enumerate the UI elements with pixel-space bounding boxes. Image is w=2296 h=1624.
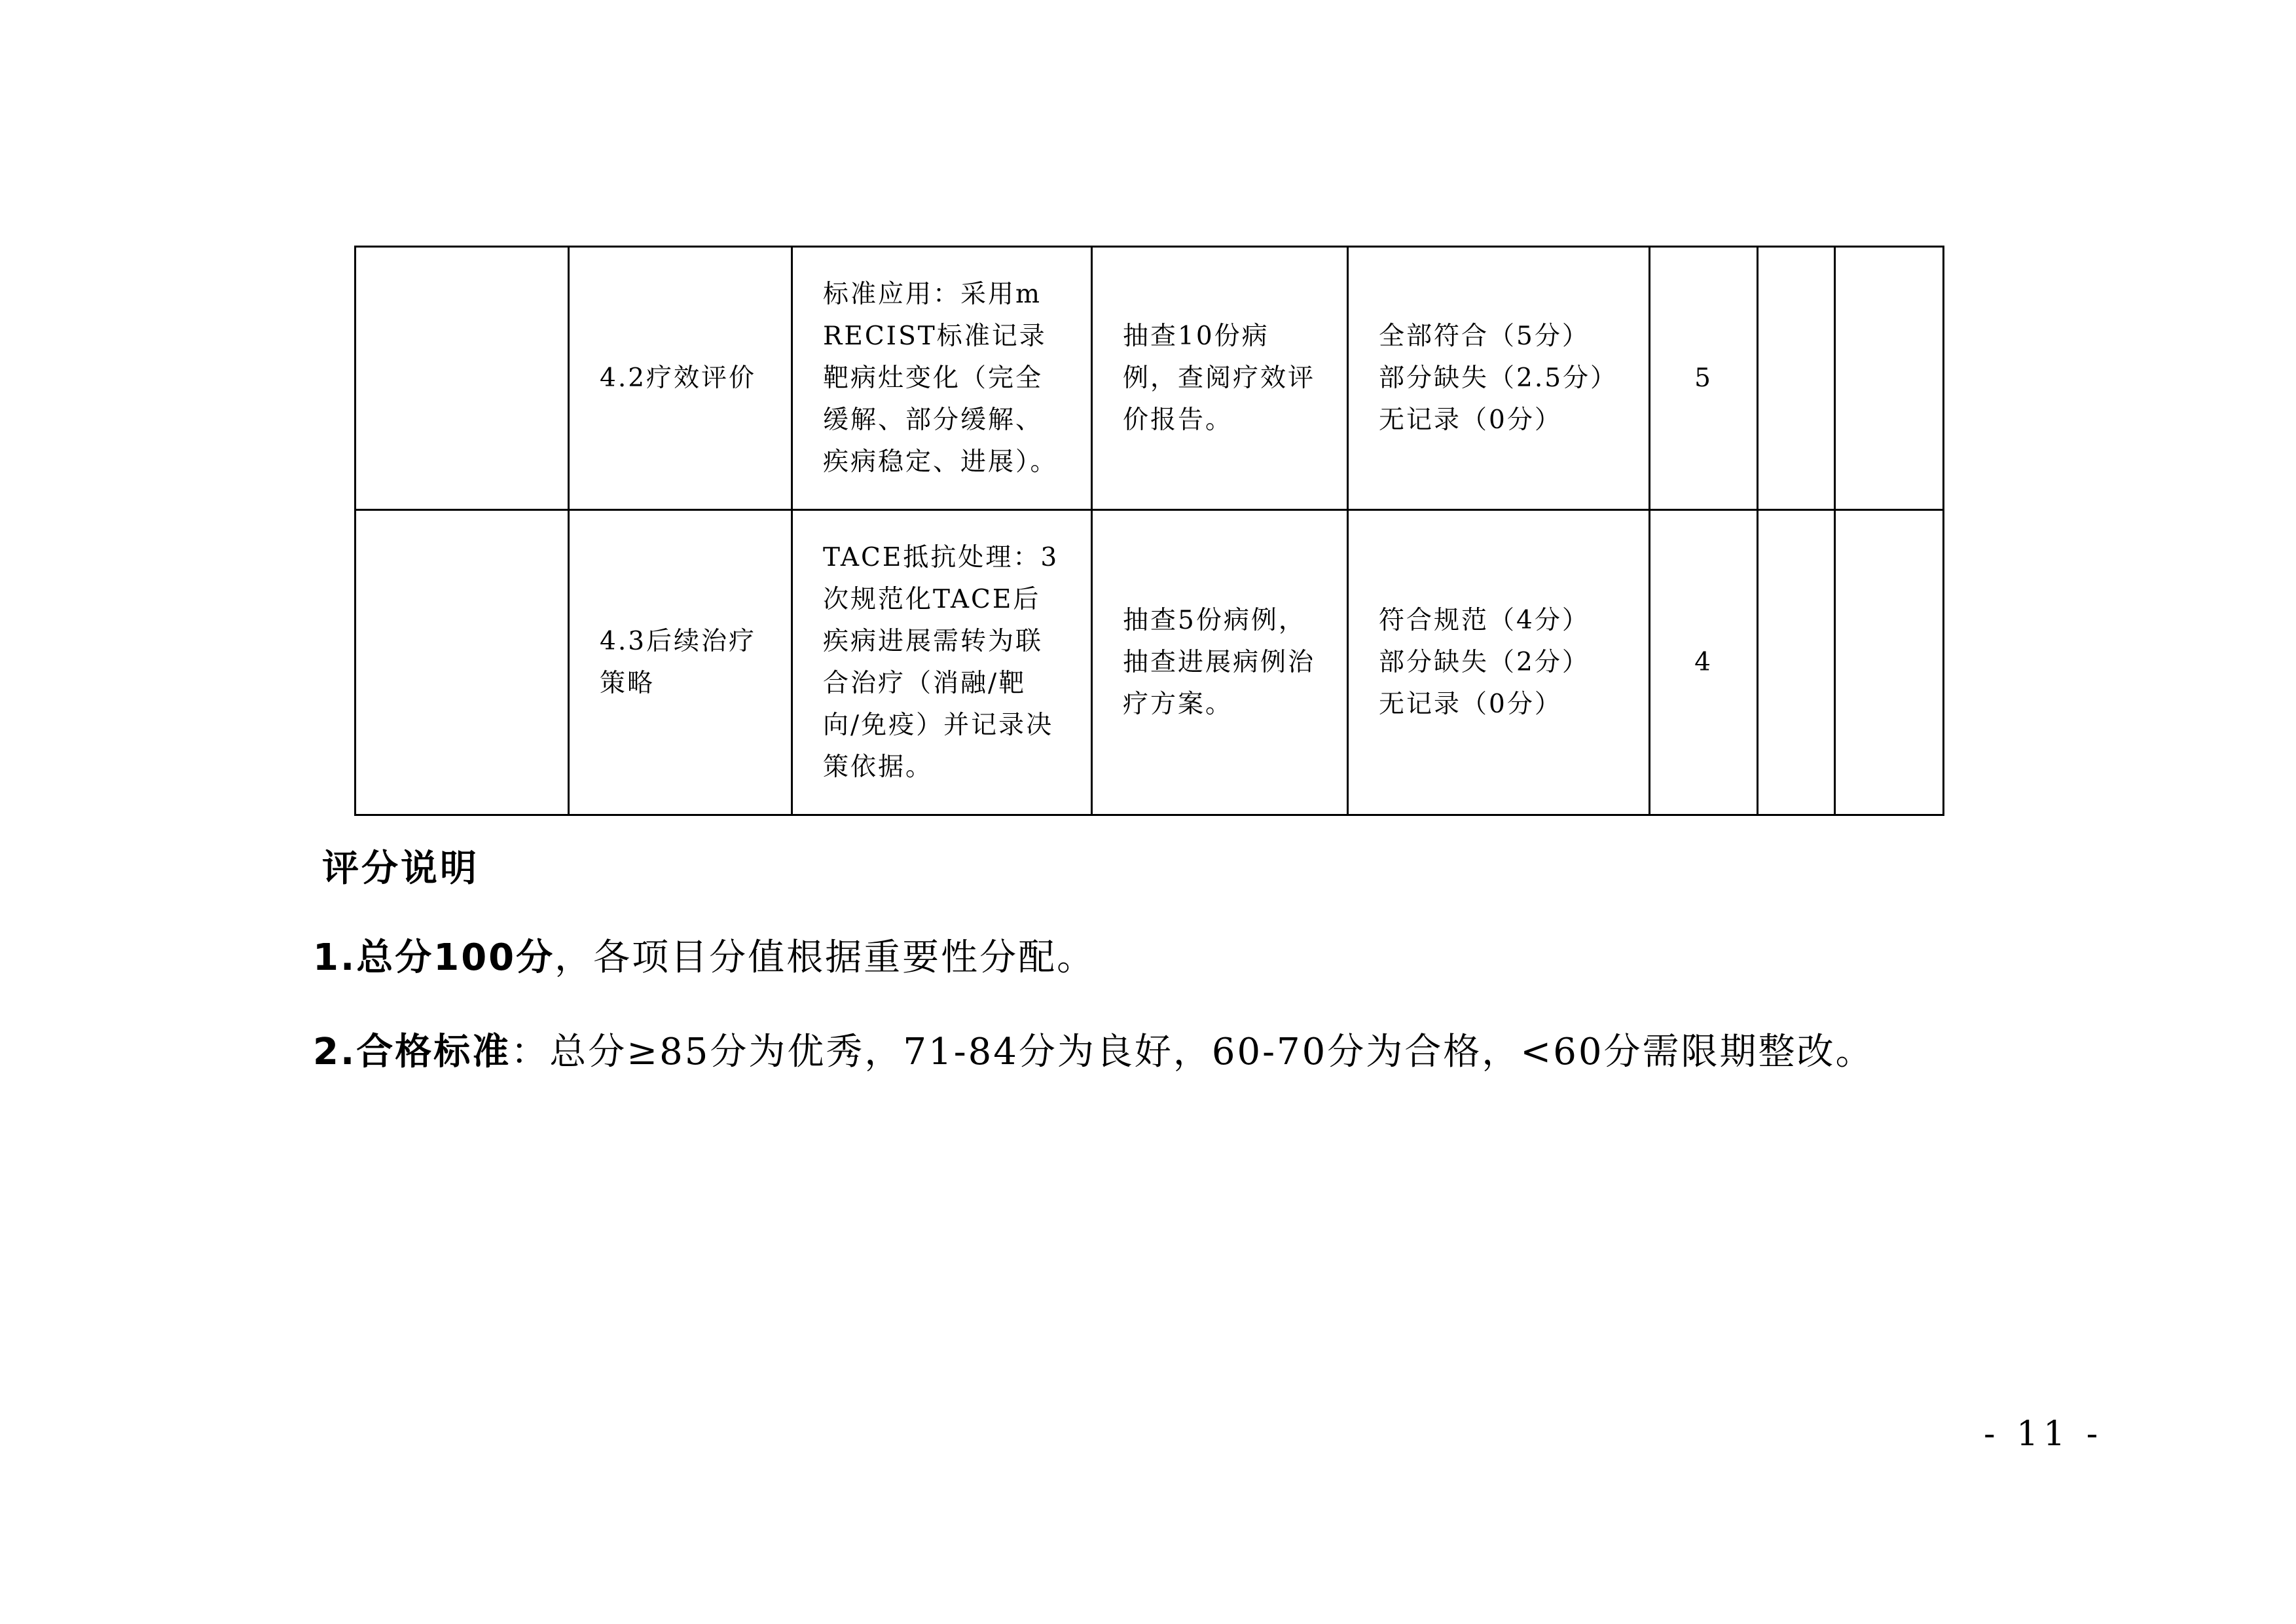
table-row	[355, 510, 1944, 815]
points-cell: 4	[1650, 510, 1758, 815]
remark-cell	[1835, 247, 1944, 510]
method-cell: 抽查10份病例，查阅疗效评价报告。	[1092, 247, 1348, 510]
score-cell	[1758, 247, 1835, 510]
standard-cell: TACE抵抗处理：3次规范化TACE后疾病进展需转为联合治疗（消融/靶向/免疫）并记录决策依据。	[792, 510, 1092, 815]
note-text: ，各项目分值根据重要性分配。	[555, 936, 1096, 979]
remark-cell	[1835, 510, 1944, 815]
note-line-standard	[313, 1023, 1874, 1075]
item-cell: 4.3后续治疗策略	[569, 510, 792, 815]
scoring-cell: 全部符合（5分） 部分缺失（2.5分） 无记录（0分）	[1348, 247, 1650, 510]
notes-heading: 评分说明	[322, 847, 479, 890]
standard-cell: 标准应用：采用mRECIST标准记录靶病灶变化（完全缓解、部分缓解、疾病稳定、进展）。	[792, 247, 1092, 510]
scoring-table	[354, 246, 1944, 816]
scoring-cell: 符合规范（4分） 部分缺失（2分） 无记录（0分）	[1348, 510, 1650, 815]
note-label: 2.合格标准	[313, 1031, 511, 1073]
score-cell	[1758, 510, 1835, 815]
category-cell	[355, 510, 569, 815]
note-line-total	[313, 929, 1095, 981]
category-cell	[355, 247, 569, 510]
method-cell: 抽查5份病例，抽查进展病例治疗方案。	[1092, 510, 1348, 815]
page-number: - 11 -	[1984, 1414, 2104, 1454]
note-label: 1.总分100分	[313, 936, 555, 979]
points-cell: 5	[1650, 247, 1758, 510]
table-row	[355, 247, 1944, 510]
note-text: ：总分≥85分为优秀，71-84分为良好，60-70分为合格，<60分需限期整改。	[511, 1031, 1874, 1073]
item-cell: 4.2疗效评价	[569, 247, 792, 510]
